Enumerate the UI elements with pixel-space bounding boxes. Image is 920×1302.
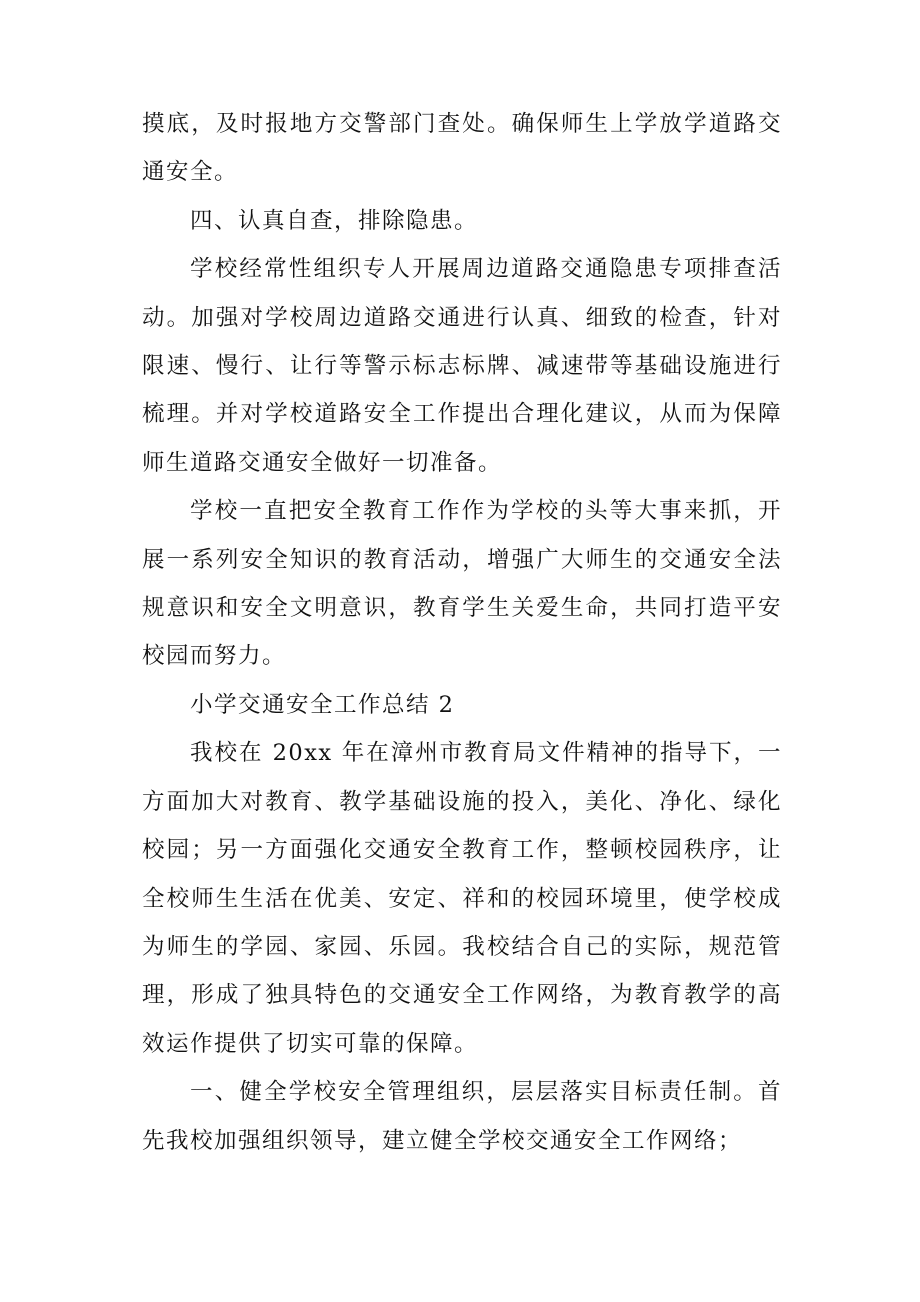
- paragraph-introduction: 我校在 20xx 年在漳州市教育局文件精神的指导下，一方面加大对教育、教学基础设施的投入，美化、净化、绿化校园；另一方面强化交通安全教育工作，整顿校园秩序，让全校师生生活在优美、安定、祥和的校园环境里，使学校成为师生的学园、家园、乐园。我校结合自己的实际，规范管理，形成了独具特色的交通安全工作网络，为教育教学的高效运作提供了切实可靠的保障。: [142, 740, 782, 1057]
- document-body: [142, 100, 782, 1165]
- paragraph-education: 学校一直把安全教育工作作为学校的头等大事来抓，开展一系列安全知识的教育活动，增强广大师生的交通安全法规意识和安全文明意识，教育学生关爱生命，共同打造平安校园而努力。: [142, 498, 782, 670]
- paragraph-inspection: 学校经常性组织专人开展周边道路交通隐患专项排查活动。加强对学校周边道路交通进行认真、细致的检查，针对限速、慢行、让行等警示标志标牌、减速带等基础设施进行梳理。并对学校道路安全工作提出合理化建议，从而为保障师生道路交通安全做好一切准备。: [142, 256, 782, 476]
- paragraph-continuation: 摸底，及时报地方交警部门查处。确保师生上学放学道路交通安全。: [142, 111, 782, 186]
- article-title-2: 小学交通安全工作总结 2: [190, 691, 455, 718]
- section-heading-one: 一、健全学校安全管理组织，层层落实目标责任制。首先我校加强组织领导，建立健全学校交通安全工作网络；: [142, 1079, 782, 1154]
- section-heading-four: 四、认真自查，排除隐患。: [190, 207, 479, 234]
